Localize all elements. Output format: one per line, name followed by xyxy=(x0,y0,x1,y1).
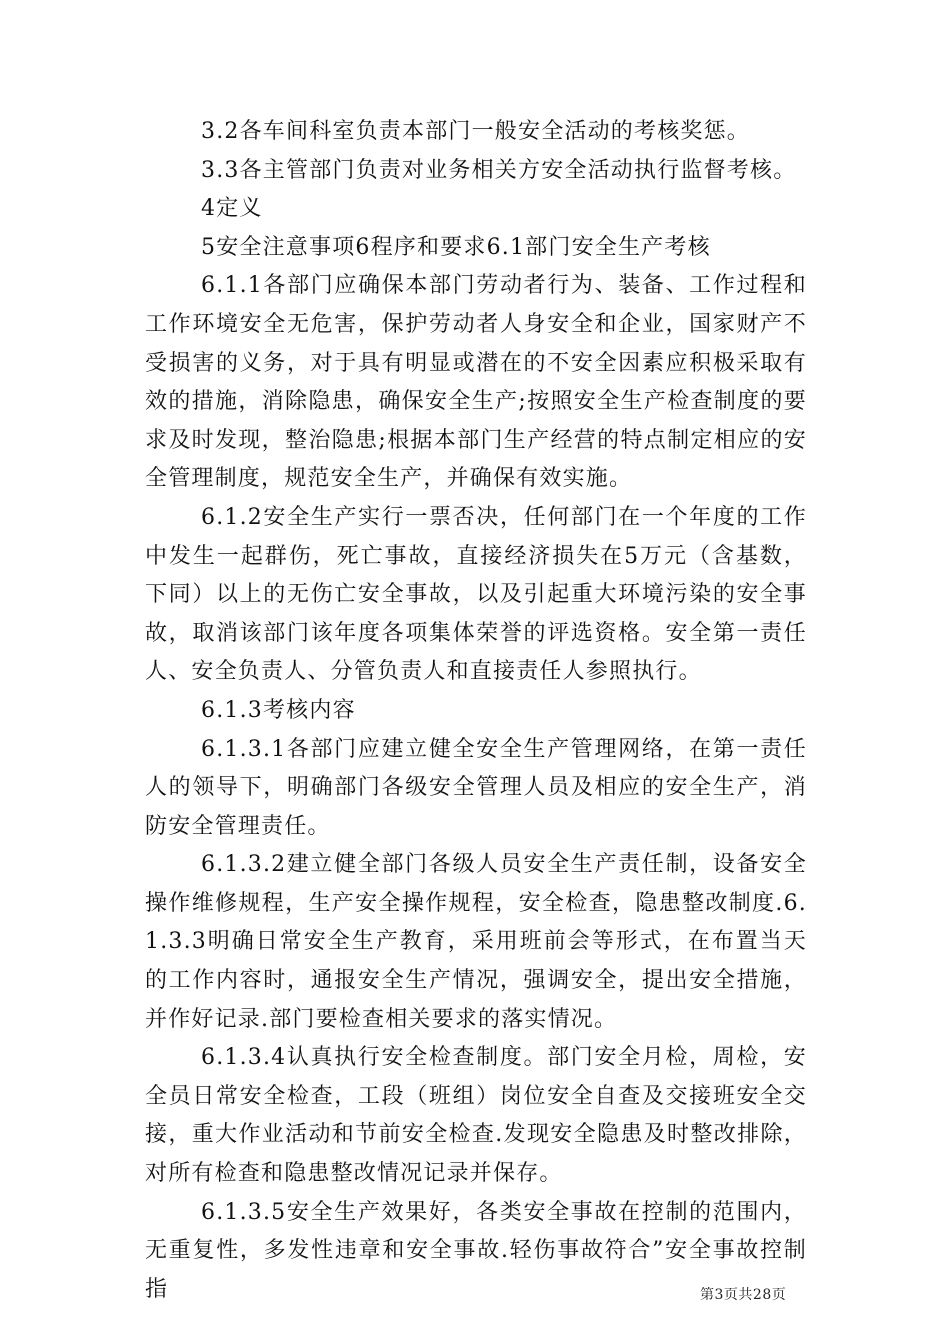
paragraph-6-1-3-5: 6.1.3.5安全生产效果好，各类安全事故在控制的范围内，无重复性，多发性违章和安全事故.轻伤事故符合”安全事故控制指 xyxy=(145,1199,807,1302)
paragraph-6-1-3-2: 6.1.3.2建立健全部门各级人员安全生产责任制，设备安全操作维修规程，生产安全操作规程，安全检查，隐患整改制度.6.1.3.3明确日常安全生产教育，采用班前会等形式，在布置当天的工作内容时，通报安全生产情况，强调安全，提出安全措施，并作好记录.部门要检查相关要求的落实情况。 xyxy=(145,852,807,1032)
paragraph-5-6: 5安全注意事项6程序和要求6.1部门安全生产考核 xyxy=(201,234,711,260)
paragraph-3-2: 3.2各车间科室负责本部门一般安全活动的考核奖惩。 xyxy=(201,119,750,144)
paragraph-6-1-1: 6.1.1各部门应确保本部门劳动者行为、装备、工作过程和工作环境安全无危害，保护劳动者人身安全和企业，国家财产不受损害的义务，对于具有明显或潜在的不安全因素应积极采取有效的措施，消除隐患，确保安全生产;按照安全生产检查制度的要求及时发现，整治隐患;根据本部门生产经营的特点制定相应的安全管理制度，规范安全生产，并确保有效实施。 xyxy=(145,273,807,492)
page-number: 第3页共28页 xyxy=(700,1287,787,1303)
paragraph-6-1-3-4: 6.1.3.4认真执行安全检查制度。部门安全月检，周检，安全员日常安全检查，工段（班组）岗位安全自查及交接班安全交接，重大作业活动和节前安全检查.发现安全隐患及时整改排除，对所有检查和隐患整改情况记录并保存。 xyxy=(145,1045,807,1187)
paragraph-3-3: 3.3各主管部门负责对业务相关方安全活动执行监督考核。 xyxy=(201,157,797,183)
paragraph-6-1-3: 6.1.3考核内容 xyxy=(201,697,356,723)
paragraph-4-definition: 4定义 xyxy=(201,196,263,222)
document-body xyxy=(145,113,807,1309)
paragraph-6-1-3-1: 6.1.3.1各部门应建立健全安全生产管理网络，在第一责任人的领导下，明确部门各级安全管理人员及相应的安全生产，消防安全管理责任。 xyxy=(145,736,807,839)
paragraph-6-1-2: 6.1.2安全生产实行一票否决，任何部门在一个年度的工作中发生一起群伤，死亡事故，直接经济损失在5万元（含基数，下同）以上的无伤亡安全事故，以及引起重大环境污染的安全事故，取消该部门该年度各项集体荣誉的评选资格。安全第一责任人、安全负责人、分管负责人和直接责任人参照执行。 xyxy=(145,504,807,685)
